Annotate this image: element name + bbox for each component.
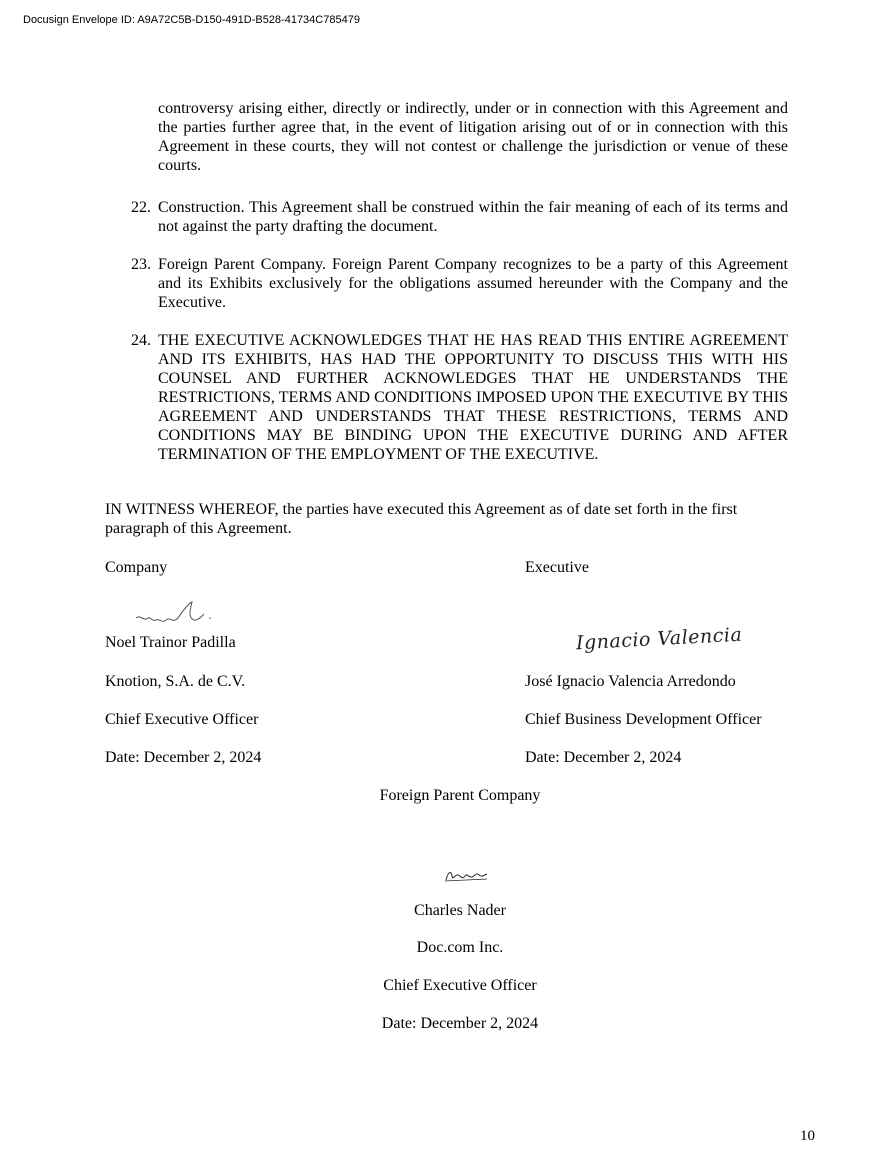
foreign-parent-date: Date: December 2, 2024 (381, 1015, 539, 1032)
executive-signature: Ignacio Valencia (575, 623, 743, 655)
clause-text: Construction. This Agreement shall be construed within the fair meaning of each of its terms and not against the party drafting the document. (158, 199, 788, 235)
foreign-parent-signer-name: Charles Nader (414, 902, 506, 919)
clause-number: 23. (131, 256, 151, 273)
foreign-parent-signer-title: Chief Executive Officer (383, 977, 537, 994)
clause-text: Foreign Parent Company. Foreign Parent Company recognizes to be a party of this Agreement and its Exhibits exclusively for the obligations assumed hereunder with the Company and the Executive. (158, 256, 788, 311)
page-number: 10 (800, 1128, 815, 1144)
clause-number: 22. (131, 199, 151, 216)
company-signer-name: Noel Trainor Padilla (105, 634, 236, 651)
company-signature (132, 596, 222, 632)
executive-signer-name: José Ignacio Valencia Arredondo (525, 673, 736, 690)
executive-date: Date: December 2, 2024 (525, 749, 682, 766)
company-signer-title: Chief Executive Officer (105, 711, 259, 728)
clause-text: THE EXECUTIVE ACKNOWLEDGES THAT HE HAS READ THIS ENTIRE AGREEMENT AND ITS EXHIBITS, HAS HAD THE OPPORTUNITY TO DISCUSS THIS WITH HIS COUNSEL AND FURTHER ACKNOWLEDGES THAT HE UNDERSTANDS THE RESTRICTIONS, TERMS AND CONDITIONS IMPOSED UPON THE EXECUTIVE BY THIS AGREEMENT AND UNDERSTANDS THAT THESE RESTRICTIONS, TERMS AND CONDITIONS MAY BE BINDING UPON THE EXECUTIVE DURING AND AFTER TERMINATION OF THE EMPLOYMENT OF THE EXECUTIVE. (158, 332, 788, 463)
foreign-parent-entity: Doc.com Inc. (416, 939, 504, 956)
company-date: Date: December 2, 2024 (105, 749, 262, 766)
executive-signer-title: Chief Business Development Officer (525, 711, 762, 728)
executive-heading: Executive (525, 559, 589, 576)
envelope-id: Docusign Envelope ID: A9A72C5B-D150-491D-B528-41734C785479 (23, 14, 360, 26)
foreign-parent-signature (443, 866, 491, 886)
clause-24 (131, 331, 788, 464)
witness-paragraph: IN WITNESS WHEREOF, the parties have executed this Agreement as of date set forth in the first paragraph of this Agreement. (105, 501, 738, 537)
continuation-paragraph: controversy arising either, directly or indirectly, under or in connection with this Agreement and the parties further agree that, in the event of litigation arising out of or in connection with this Agreement in these courts, they will not contest or challenge the jurisdiction or venue of these courts. (158, 100, 788, 174)
company-heading: Company (105, 559, 168, 576)
clause-number: 24. (131, 332, 151, 349)
foreign-parent-heading: Foreign Parent Company (379, 787, 541, 804)
clause-23 (131, 255, 788, 312)
company-entity: Knotion, S.A. de C.V. (105, 673, 246, 690)
clause-22 (131, 198, 788, 236)
